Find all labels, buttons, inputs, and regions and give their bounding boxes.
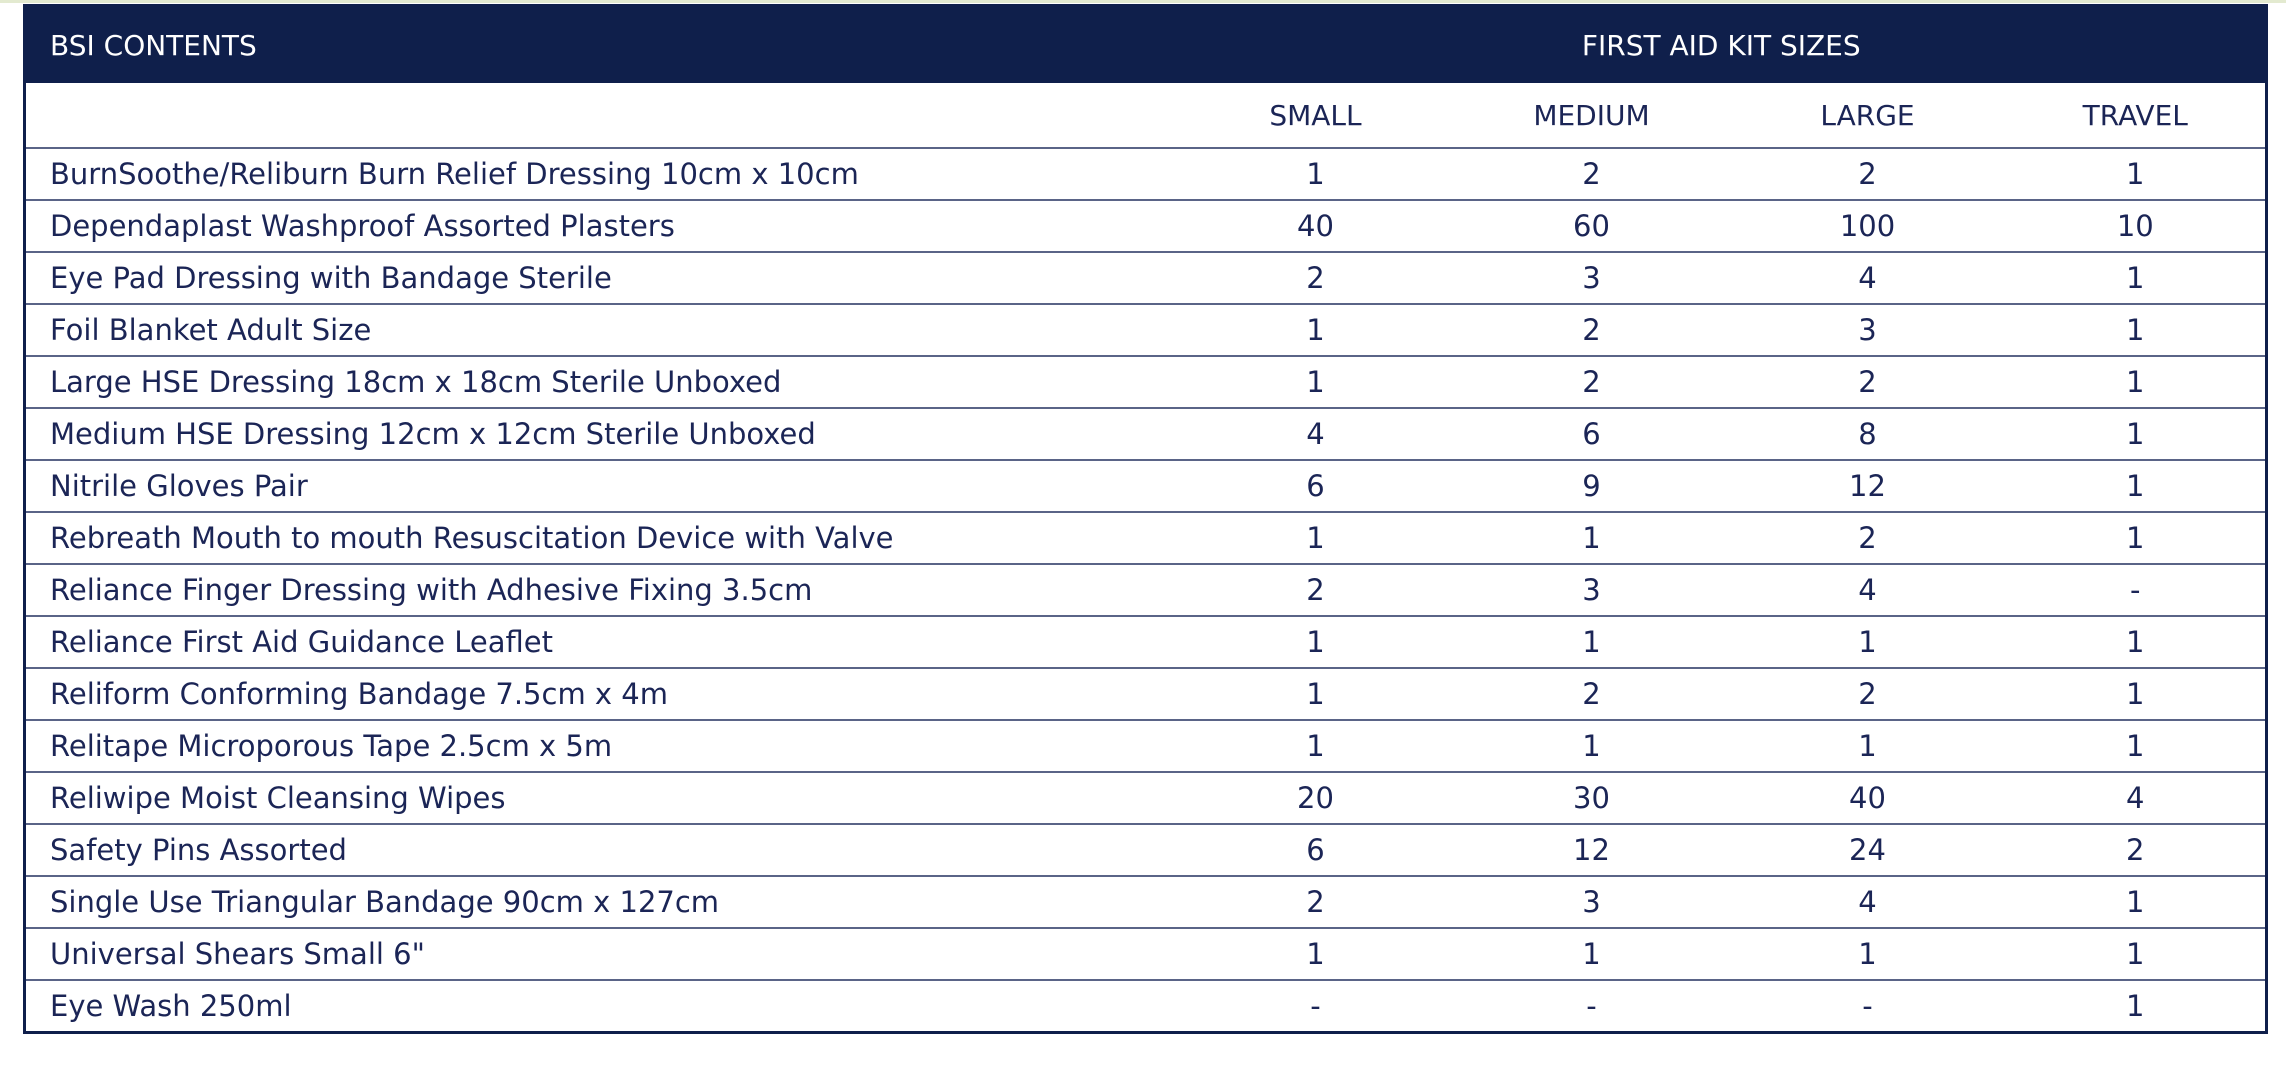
item-name-cell: Eye Pad Dressing with Bandage Sterile <box>25 252 1178 304</box>
item-name-cell: Universal Shears Small 6" <box>25 928 1178 980</box>
quantity-travel-cell: 2 <box>2006 824 2267 876</box>
quantity-small-cell: - <box>1310 989 1321 1023</box>
item-name-cell: Eye Wash 250ml <box>50 989 292 1023</box>
quantity-small-cell: 2 <box>1178 564 1454 616</box>
quantity-medium-cell: 1 <box>1454 720 1730 772</box>
table-row <box>25 876 2267 928</box>
quantity-large-cell: 4 <box>1730 252 2006 304</box>
quantity-medium-cell: 2 <box>1454 356 1730 408</box>
quantity-travel-cell: 1 <box>2006 148 2267 200</box>
quantity-large-cell: 3 <box>1730 304 2006 356</box>
quantity-travel-cell: - <box>2006 564 2267 616</box>
quantity-travel-cell: 1 <box>2006 512 2267 564</box>
quantity-small-cell: 1 <box>1178 928 1454 980</box>
quantity-travel-cell: 1 <box>2006 356 2267 408</box>
first-aid-kit-contents-table <box>23 4 2268 1034</box>
quantity-medium-cell: 2 <box>1454 668 1730 720</box>
item-name-cell: Reliform Conforming Bandage 7.5cm x 4m <box>25 668 1178 720</box>
quantity-large-cell: 1 <box>1730 616 2006 668</box>
quantity-large-cell: 24 <box>1730 824 2006 876</box>
quantity-small-cell: 2 <box>1178 252 1454 304</box>
item-name-cell: Large HSE Dressing 18cm x 18cm Sterile Unboxed <box>25 356 1178 408</box>
column-header-travel: TRAVEL <box>2006 83 2267 148</box>
quantity-travel-cell: 1 <box>2006 408 2267 460</box>
quantity-medium-cell: 2 <box>1454 304 1730 356</box>
item-name-cell: Nitrile Gloves Pair <box>25 460 1178 512</box>
table-row <box>25 564 2267 616</box>
column-header-large: LARGE <box>1730 83 2006 148</box>
quantity-medium-cell: 2 <box>1454 148 1730 200</box>
table-row <box>25 928 2267 980</box>
quantity-medium-cell: 9 <box>1454 460 1730 512</box>
bsi-contents-heading: BSI CONTENTS <box>25 6 1178 84</box>
item-column-header <box>25 83 1178 148</box>
quantity-medium-cell: 3 <box>1454 564 1730 616</box>
quantity-medium-cell: 3 <box>1454 252 1730 304</box>
item-name-cell: Dependaplast Washproof Assorted Plasters <box>25 200 1178 252</box>
quantity-large-cell: 40 <box>1730 772 2006 824</box>
quantity-travel-cell: 1 <box>2006 304 2267 356</box>
quantity-medium-cell: 1 <box>1454 928 1730 980</box>
item-name-cell: Foil Blanket Adult Size <box>25 304 1178 356</box>
quantity-travel-cell: 4 <box>2006 772 2267 824</box>
quantity-travel-cell: 1 <box>2006 460 2267 512</box>
table-row <box>25 772 2267 824</box>
table-row <box>25 356 2267 408</box>
quantity-large-cell: 12 <box>1730 460 2006 512</box>
quantity-large-cell: 2 <box>1730 356 2006 408</box>
table-row <box>25 252 2267 304</box>
quantity-small-cell: 6 <box>1178 824 1454 876</box>
table-row <box>25 720 2267 772</box>
quantity-small-cell: 1 <box>1178 512 1454 564</box>
item-name-cell: BurnSoothe/Reliburn Burn Relief Dressing 10cm x 10cm <box>25 148 1178 200</box>
item-name-cell: Reliwipe Moist Cleansing Wipes <box>25 772 1178 824</box>
quantity-small-cell: 1 <box>1178 720 1454 772</box>
quantity-medium-cell: 1 <box>1454 512 1730 564</box>
size-header-row <box>25 83 2267 148</box>
quantity-medium-cell: 30 <box>1454 772 1730 824</box>
item-name-cell: Medium HSE Dressing 12cm x 12cm Sterile Unboxed <box>25 408 1178 460</box>
quantity-medium-cell: 6 <box>1454 408 1730 460</box>
table-row <box>25 200 2267 252</box>
table-row <box>25 148 2267 200</box>
quantity-large-cell: 2 <box>1730 668 2006 720</box>
quantity-small-cell: 6 <box>1178 460 1454 512</box>
item-name-cell: Reliance Finger Dressing with Adhesive Fixing 3.5cm <box>25 564 1178 616</box>
quantity-small-cell: 4 <box>1178 408 1454 460</box>
column-header-medium: MEDIUM <box>1454 83 1730 148</box>
item-name-cell: Single Use Triangular Bandage 90cm x 127cm <box>25 876 1178 928</box>
column-header-small: SMALL <box>1178 83 1454 148</box>
quantity-travel-cell: 1 <box>2126 989 2145 1023</box>
item-name-cell: Relitape Microporous Tape 2.5cm x 5m <box>25 720 1178 772</box>
quantity-travel-cell: 1 <box>2006 720 2267 772</box>
quantity-travel-cell: 1 <box>2006 668 2267 720</box>
table-row <box>25 460 2267 512</box>
table-row <box>25 668 2267 720</box>
quantity-travel-cell: 1 <box>2006 616 2267 668</box>
quantity-small-cell: 1 <box>1178 304 1454 356</box>
quantity-travel-cell: 10 <box>2006 200 2267 252</box>
quantity-small-cell: 2 <box>1178 876 1454 928</box>
quantity-small-cell: 1 <box>1178 668 1454 720</box>
quantity-medium-cell: 12 <box>1454 824 1730 876</box>
quantity-small-cell: 1 <box>1178 616 1454 668</box>
first-aid-kit-sizes-heading: FIRST AID KIT SIZES <box>1178 6 2267 84</box>
quantity-medium-cell: 3 <box>1454 876 1730 928</box>
quantity-large-cell: 2 <box>1730 512 2006 564</box>
item-name-cell: Rebreath Mouth to mouth Resuscitation Device with Valve <box>25 512 1178 564</box>
item-name-cell: Safety Pins Assorted <box>25 824 1178 876</box>
quantity-small-cell: 40 <box>1178 200 1454 252</box>
quantity-travel-cell: 1 <box>2006 876 2267 928</box>
item-name-cell: Reliance First Aid Guidance Leaflet <box>25 616 1178 668</box>
quantity-travel-cell: 1 <box>2006 252 2267 304</box>
table-body <box>25 148 2267 1033</box>
quantity-large-cell: 4 <box>1730 876 2006 928</box>
quantity-small-cell: 1 <box>1178 148 1454 200</box>
quantity-large-cell: 1 <box>1730 720 2006 772</box>
quantity-large-cell: 1 <box>1730 928 2006 980</box>
table-row <box>25 408 2267 460</box>
table-header-band <box>25 6 2267 84</box>
quantity-medium-cell: - <box>1586 989 1597 1023</box>
quantity-large-cell: 100 <box>1730 200 2006 252</box>
quantity-medium-cell: 60 <box>1454 200 1730 252</box>
table-row <box>25 512 2267 564</box>
table-row <box>25 616 2267 668</box>
top-rule <box>0 0 2286 3</box>
quantity-small-cell: 1 <box>1178 356 1454 408</box>
quantity-small-cell: 20 <box>1178 772 1454 824</box>
quantity-large-cell: 2 <box>1730 148 2006 200</box>
table-row <box>25 304 2267 356</box>
quantity-large-cell: - <box>1862 989 1873 1023</box>
quantity-travel-cell: 1 <box>2006 928 2267 980</box>
quantity-large-cell: 8 <box>1730 408 2006 460</box>
table-row <box>25 824 2267 876</box>
quantity-medium-cell: 1 <box>1454 616 1730 668</box>
quantity-large-cell: 4 <box>1730 564 2006 616</box>
table-row <box>25 980 2267 1033</box>
